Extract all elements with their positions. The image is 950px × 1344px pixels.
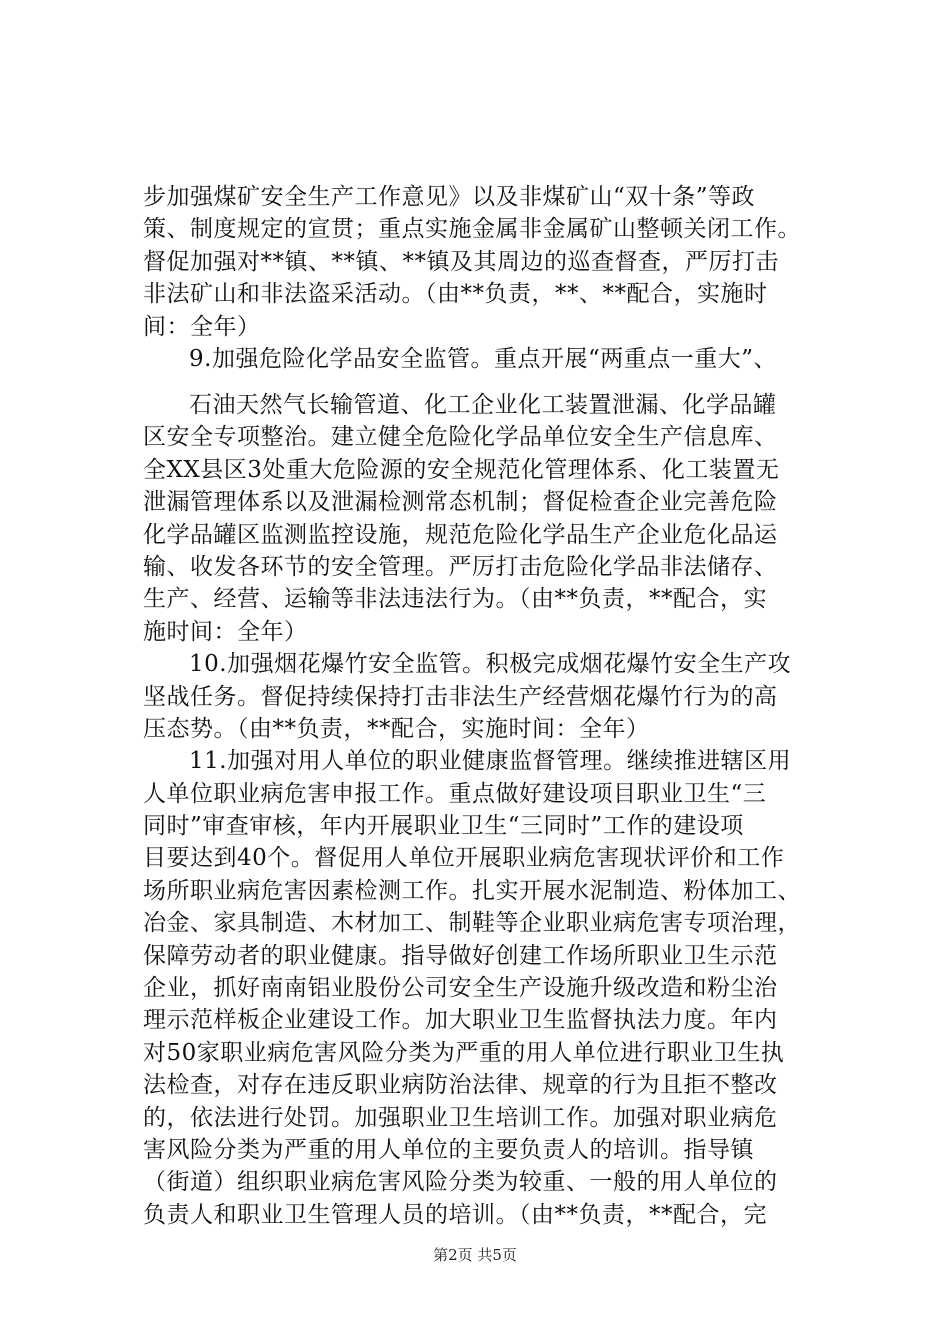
text-block-hazards [143,389,819,1231]
text-line: 的，依法进行处罚。加强职业卫生培训工作。加强对职业病危 [143,1104,778,1131]
text-line: 负责人和职业卫生管理人员的培训。（由**负责，**配合，完 [143,1201,767,1228]
text-line: 害风险分类为严重的用人单位的主要负责人的培训。指导镇 [143,1136,754,1163]
text-line: 场所职业病危害因素检测工作。扎实开展水泥制造、粉体加工、 [143,877,801,904]
text-line: 化学品罐区监测监控设施，规范危险化学品生产企业危化品运 [143,521,778,548]
text-line: 区安全专项整治。建立健全危险化学品单位安全生产信息库、 [143,424,778,451]
text-line: 输、收发各环节的安全管理。严厉打击危险化学品非法储存、 [143,553,778,580]
text-line: 法检查，对存在违反职业病防治法律、规章的行为且拒不整改 [143,1072,778,1099]
text-line: 人单位职业病危害申报工作。重点做好建设项目职业卫生“三 [143,780,767,807]
page-number: 第2页 共5页 [433,1246,517,1264]
text-line-item-10: 10.加强烟花爆竹安全监管。积极完成烟花爆竹安全生产攻 [189,651,792,678]
text-line: 企业，抓好南南铝业股份公司安全生产设施升级改造和粉尘治 [143,975,778,1002]
text-line: 策、制度规定的宣贯；重点实施金属非金属矿山整顿关闭工作。 [143,216,801,243]
text-line: 对50家职业病危害风险分类为严重的用人单位进行职业卫生执 [143,1039,785,1066]
text-line: 非法矿山和非法盗采活动。（由**负责，**、**配合，实施时 [143,281,768,308]
text-line: 冶金、家具制造、木材加工、制鞋等企业职业病危害专项治理， [143,910,801,937]
text-line: 泄漏管理体系以及泄漏检测常态机制；督促检查企业完善危险 [143,489,778,516]
text-line: 压态势。（由**负责，**配合，实施时间：全年） [143,715,650,742]
text-line: 步加强煤矿安全生产工作意见》以及非煤矿山“双十条”等政 [143,184,756,210]
text-line: 施时间：全年） [143,618,308,645]
text-block-mining [143,181,819,375]
text-line-item-9: 9.加强危险化学品安全监管。重点开展“两重点一重大”、 [189,345,777,372]
page-footer [0,1245,950,1265]
text-line: 保障劳动者的职业健康。指导做好创建工作场所职业卫生示范 [143,942,778,969]
text-line: 石油天然气长输管道、化工企业化工装置泄漏、化学品罐 [189,392,777,418]
text-line: 督促加强对**镇、**镇、**镇及其周边的巡查督查，严厉打击 [143,248,779,275]
text-line: 理示范样板企业建设工作。加大职业卫生监督执法力度。年内 [143,1007,778,1034]
text-line: 目要达到40个。督促用人单位开展职业病危害现状评价和工作 [143,845,785,872]
text-line-item-11: 11.加强对用人单位的职业健康监督管理。继续推进辖区用 [189,748,792,775]
text-line: 坚战任务。督促持续保持打击非法生产经营烟花爆竹行为的高 [143,683,778,710]
text-line: 同时”审查审核，年内开展职业卫生“三同时”工作的建设项 [143,813,744,840]
text-line: 生产、经营、运输等非法违法行为。（由**负责，**配合，实 [143,586,767,613]
text-line: 全XX县区3处重大危险源的安全规范化管理体系、化工装置无 [143,456,780,483]
text-line: 间：全年） [143,313,261,340]
text-line: （街道）组织职业病危害风险分类为较重、一般的用人单位的 [143,1169,778,1196]
